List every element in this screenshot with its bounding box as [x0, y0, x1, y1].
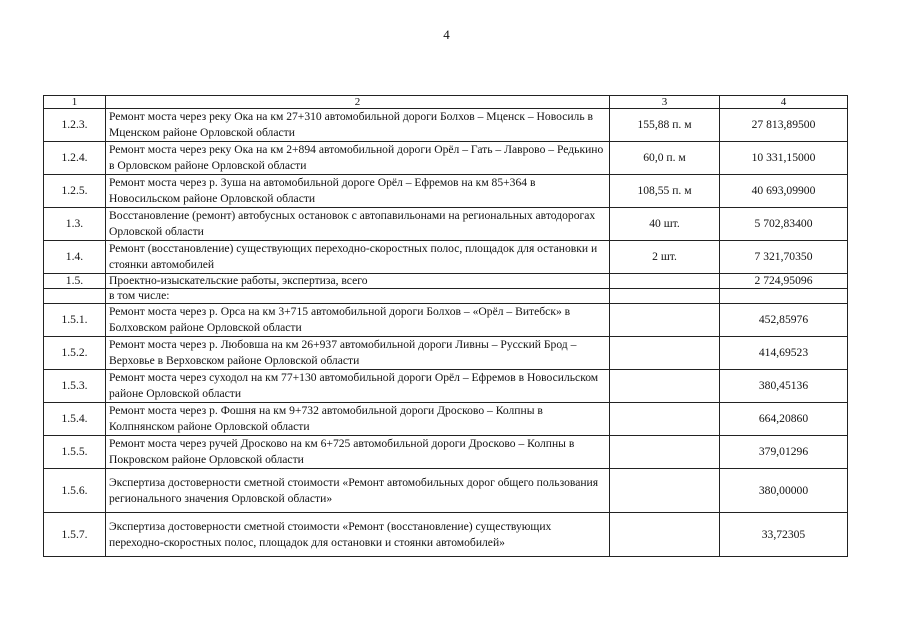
row-quantity-cell [610, 370, 720, 403]
row-amount-cell: 379,01296 [720, 436, 848, 469]
table-row [44, 208, 848, 241]
row-number-cell: 1.5.5. [44, 436, 106, 469]
row-amount-cell [720, 289, 848, 304]
row-number-cell: 1.5.2. [44, 337, 106, 370]
table-row [44, 304, 848, 337]
table-header-row [44, 96, 848, 109]
table-row [44, 175, 848, 208]
row-description-cell: Экспертиза достоверности сметной стоимости «Ремонт автомобильных дорог общего пользования регионального значения Орловской области» [106, 469, 610, 513]
row-number-cell: 1.2.4. [44, 142, 106, 175]
row-quantity-cell [610, 403, 720, 436]
row-amount-cell: 10 331,15000 [720, 142, 848, 175]
row-amount-cell: 27 813,89500 [720, 109, 848, 142]
row-number-cell: 1.3. [44, 208, 106, 241]
row-quantity-cell: 60,0 п. м [610, 142, 720, 175]
row-quantity-cell [610, 469, 720, 513]
row-number-cell: 1.2.3. [44, 109, 106, 142]
table-row [44, 142, 848, 175]
header-col-2: 2 [106, 96, 610, 109]
table-row [44, 370, 848, 403]
page-number: 4 [443, 27, 450, 42]
row-number-cell: 1.2.5. [44, 175, 106, 208]
row-amount-cell: 664,20860 [720, 403, 848, 436]
row-quantity-cell [610, 304, 720, 337]
row-quantity-cell: 40 шт. [610, 208, 720, 241]
row-amount-cell: 40 693,09900 [720, 175, 848, 208]
works-table [43, 95, 848, 557]
row-description-cell: Ремонт (восстановление) существующих переходно-скоростных полос, площадок для остановки и стоянки автомобилей [106, 241, 610, 274]
row-quantity-cell [610, 513, 720, 557]
table-row [44, 337, 848, 370]
row-quantity-cell: 108,55 п. м [610, 175, 720, 208]
row-number-cell [44, 289, 106, 304]
row-number-cell: 1.5.3. [44, 370, 106, 403]
row-amount-cell: 5 702,83400 [720, 208, 848, 241]
row-description-cell: Ремонт моста через суходол на км 77+130 автомобильной дороги Орёл – Ефремов в Новосильском районе Орловской области [106, 370, 610, 403]
row-quantity-cell [610, 289, 720, 304]
row-description-cell: Ремонт моста через реку Ока на км 2+894 автомобильной дороги Орёл – Гать – Лаврово – Редькино в Орловском районе Орловской области [106, 142, 610, 175]
header-col-4: 4 [720, 96, 848, 109]
row-number-cell: 1.5. [44, 274, 106, 289]
row-amount-cell: 7 321,70350 [720, 241, 848, 274]
row-number-cell: 1.5.1. [44, 304, 106, 337]
row-number-cell: 1.5.7. [44, 513, 106, 557]
table-row [44, 403, 848, 436]
row-amount-cell: 380,45136 [720, 370, 848, 403]
row-description-cell: Ремонт моста через р. Любовша на км 26+937 автомобильной дороги Ливны – Русский Брод – Верховье в Верховском районе Орловской области [106, 337, 610, 370]
table-row [44, 469, 848, 513]
row-quantity-cell: 2 шт. [610, 241, 720, 274]
row-amount-cell: 33,72305 [720, 513, 848, 557]
table-row [44, 289, 848, 304]
row-description-cell: Проектно-изыскательские работы, экспертиза, всего [106, 274, 610, 289]
row-amount-cell: 452,85976 [720, 304, 848, 337]
row-number-cell: 1.5.4. [44, 403, 106, 436]
row-description-cell: в том числе: [106, 289, 610, 304]
row-description-cell: Ремонт моста через р. Орса на км 3+715 автомобильной дороги Болхов – «Орёл – Витебск» в Болховском районе Орловской области [106, 304, 610, 337]
row-amount-cell: 2 724,95096 [720, 274, 848, 289]
row-description-cell: Экспертиза достоверности сметной стоимости «Ремонт (восстановление) существующих переходно-скоростных полос, площадок для остановки и стоянки автомобилей» [106, 513, 610, 557]
row-number-cell: 1.4. [44, 241, 106, 274]
row-description-cell: Ремонт моста через р. Фошня на км 9+732 автомобильной дороги Дросково – Колпны в Колпнянском районе Орловской области [106, 403, 610, 436]
row-amount-cell: 380,00000 [720, 469, 848, 513]
row-description-cell: Ремонт моста через ручей Дросково на км 6+725 автомобильной дороги Дросково – Колпны в Покровском районе Орловской области [106, 436, 610, 469]
row-quantity-cell [610, 337, 720, 370]
row-description-cell: Ремонт моста через реку Ока на км 27+310 автомобильной дороги Болхов – Мценск – Новосиль в Мценском районе Орловской области [106, 109, 610, 142]
table-row [44, 274, 848, 289]
row-quantity-cell: 155,88 п. м [610, 109, 720, 142]
table-row [44, 513, 848, 557]
header-col-1: 1 [44, 96, 106, 109]
row-amount-cell: 414,69523 [720, 337, 848, 370]
row-number-cell: 1.5.6. [44, 469, 106, 513]
table-row [44, 436, 848, 469]
row-quantity-cell [610, 436, 720, 469]
row-description-cell: Восстановление (ремонт) автобусных остановок с автопавильонами на региональных автодорогах Орловской области [106, 208, 610, 241]
table-row [44, 241, 848, 274]
header-col-3: 3 [610, 96, 720, 109]
row-quantity-cell [610, 274, 720, 289]
table-row [44, 109, 848, 142]
row-description-cell: Ремонт моста через р. Зуша на автомобильной дороге Орёл – Ефремов на км 85+364 в Новосильском районе Орловской области [106, 175, 610, 208]
